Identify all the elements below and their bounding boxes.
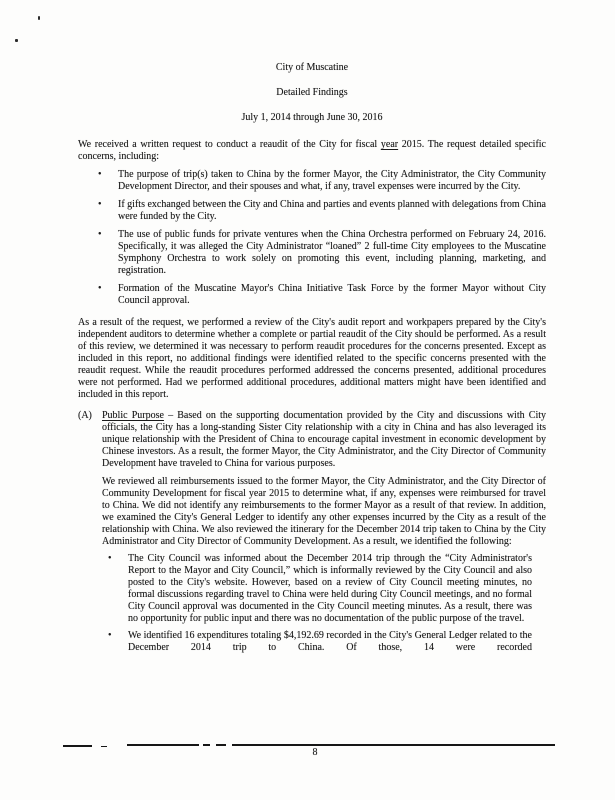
review-result-paragraph: As a result of the request, we performed a review of the City's audit report and workpapers prepared by the City's independent auditors to determine whether a complete or partial reaudit of the City should be performed. As a result of this review, we determined it was necessary to perform reaudit procedures for the concerns presented. Except as included in this report, no additional findings were identified related to the specific concerns presented with the reaudit request. While the reaudit procedures performed addressed the concerns presented, additional procedures were not performed. Had we performed additional procedures, additional matters might have been identified and included in this report.: [78, 317, 546, 400]
rule-segment: [63, 745, 92, 747]
bullet-icon: •: [98, 199, 102, 210]
concerns-list: [78, 169, 546, 307]
rule-segment: [216, 744, 226, 746]
section-a-reimbursements-paragraph: We reviewed all reimbursements issued to the former Mayor, the City Administrator, and the City Director of Community Development for fiscal year 2015 to determine what, if any, expenses were reimbursed for travel to China. We did not identify any reimbursements to the former Mayor as a result of that review. In addition, we examined the City's General Ledger to identify any other expenses incurred by the City as a result of the relationship with China. We also reviewed the itinerary for the December 2014 trip taken to China by the City Administrator and City Director of Community Development. As a result, we identified the following:: [102, 476, 546, 547]
scan-speck-icon: [38, 16, 40, 20]
scan-speck-icon: [15, 39, 18, 42]
list-item: [98, 169, 546, 193]
intro-paragraph: [78, 139, 546, 163]
section-a-heading: Public Purpose: [102, 410, 164, 421]
list-item: [98, 199, 546, 223]
document-title: City of Muscatine: [275, 62, 349, 73]
document-subtitle: Detailed Findings: [276, 87, 348, 98]
section-a: [78, 410, 546, 659]
rule-segment: [127, 744, 199, 746]
finding-expenditures: We identified 16 expenditures totaling $4,192.69 recorded in the City's General Ledger related to the December 2014 trip to China. Of those, 14 were recorded: [128, 630, 532, 653]
bullet-icon: •: [108, 630, 112, 641]
concern-gifts: If gifts exchanged between the City and China and parties and events planned with delegations from China were funded by the City.: [118, 199, 546, 222]
section-a-intro-text: – Based on the supporting documentation provided by the City and discussions with City officials, the City has a long-standing Sister City relationship with a city in China and has also leveraged its unique relationship with the President of China to encourage capital investment in economic development by Chinese investors. As a result, the former Mayor, the City Administrator, and the City Director of Community Development have traveled to China for various purposes.: [102, 410, 546, 469]
document-body: [78, 62, 546, 659]
underlined-word: year: [380, 139, 399, 150]
bullet-icon: •: [98, 283, 102, 294]
section-a-findings-list: [102, 553, 546, 654]
rule-segment: [101, 746, 107, 748]
finding-council-informed: The City Council was informed about the December 2014 trip through the “City Administrator's Report to the Mayor and City Council,” which is informally reviewed by the City Council and also posted to the City's website. However, based on a review of City Council meeting minutes, no formal discussions regarding travel to China were held during City Council meetings, and no formal City Council approval was documented in the City Council meeting minutes. As a result, there was no opportunity for public input and there was no documentation of the public purpose of the travel.: [128, 553, 532, 624]
list-item: [98, 283, 546, 307]
rule-segment: [203, 744, 210, 746]
list-item: [98, 229, 546, 277]
bullet-icon: •: [108, 553, 112, 564]
list-item: [108, 630, 546, 654]
section-a-label: (A): [78, 410, 92, 421]
section-a-intro: [102, 410, 546, 470]
concern-trip-purpose: The purpose of trip(s) taken to China by the former Mayor, the City Administrator, the City Community Development Director, and their spouses and what, if any, travel expenses were incurred by the City.: [118, 169, 546, 192]
section-a-body: [102, 410, 546, 659]
concern-public-funds: The use of public funds for private ventures when the China Orchestra performed on February 24, 2016. Specifically, it was alleged the City Administrator “loaned” 2 full-time City employees to the Muscatine Symphony Orchestra to work solely on promoting this event, including planning, marketing, and registration.: [118, 229, 546, 276]
rule-segment: [232, 744, 555, 746]
report-period: July 1, 2014 through June 30, 2016: [241, 112, 383, 123]
page-number: 8: [312, 747, 318, 758]
intro-text-start: We received a written request to conduct a reaudit of the City for fiscal: [78, 139, 381, 150]
bullet-icon: •: [98, 229, 102, 240]
intro-text-end: 2015. The request detailed specific concerns, including:: [78, 139, 546, 162]
bullet-icon: •: [98, 169, 102, 180]
concern-task-force: Formation of the Muscatine Mayor's China Initiative Task Force by the former Mayor without City Council approval.: [118, 283, 546, 306]
list-item: [108, 553, 546, 625]
